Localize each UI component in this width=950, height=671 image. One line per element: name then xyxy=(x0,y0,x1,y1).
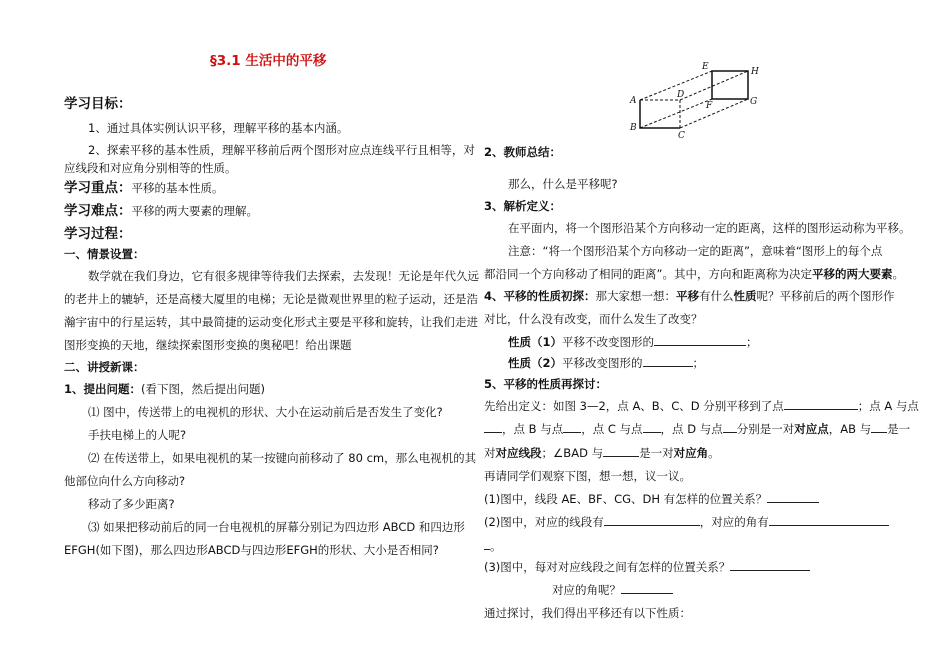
property-explore-heading: 4、平移的性质初探： xyxy=(484,289,596,303)
p5-l2-b: ，点 C 与点 xyxy=(581,422,643,436)
corresponding-segments: 对应线段 xyxy=(495,446,542,460)
intro-line-1: 数学就在我们身边，它有很多规律等待我们去探索，去发现！无论是年代久远 xyxy=(88,269,479,283)
teacher-summary-text: 那么，什么是平移呢? xyxy=(508,177,618,191)
corresponding-points: 对应点 xyxy=(794,422,829,436)
property-further-heading: 5、平移的性质再探讨： xyxy=(484,377,608,391)
p5-l2-d: 分别是一对 xyxy=(736,422,795,436)
key-point-text: 平移的基本性质。 xyxy=(131,181,224,195)
section-1-heading: 一、情景设置： xyxy=(64,247,145,261)
observe-q2-line-2 xyxy=(484,538,502,554)
p5-blank-5[interactable] xyxy=(723,421,737,433)
goal-1: 1、通过具体实例认识平移，理解平移的基本内涵。 xyxy=(88,121,349,135)
label-c: C xyxy=(678,131,685,140)
note-line-1: 注意：“将一个图形沿某个方向移动一定的距离”，意味着“图形上的每个点 xyxy=(508,244,883,258)
p4-bold-1: 平移 xyxy=(676,289,700,303)
p5-blank-4[interactable] xyxy=(643,421,661,433)
observe-q2-blank-1[interactable] xyxy=(604,514,700,526)
question-2-line-2: 他部位向什么方向移动? xyxy=(64,474,186,488)
p5-blank-3[interactable] xyxy=(563,421,581,433)
conclusion-text: 通过探讨，我们得出平移还有以下性质： xyxy=(484,606,691,620)
two-elements: 平移的两大要素 xyxy=(811,267,893,281)
p5-l3-b: ；∠BAD 与 xyxy=(541,446,604,460)
label-h: H xyxy=(751,67,759,77)
p4-bold-2: 性质 xyxy=(733,289,757,303)
key-point xyxy=(64,180,224,196)
intro-line-2: 的老井上的辘轳，还是高楼大厦里的电梯；无论是微观世界里的粒子运动，还是浩 xyxy=(64,292,478,306)
observe-q3-text: (3)图中，每对对应线段之间有怎样的位置关系？ xyxy=(484,560,731,574)
teacher-summary-heading: 2、教师总结： xyxy=(484,145,562,159)
p4-text-3: 呢？平移前后的两个图形作 xyxy=(756,289,895,303)
note-end: 。 xyxy=(892,267,904,281)
label-e: E xyxy=(702,62,709,72)
segment-bf xyxy=(640,99,712,128)
section-2-heading: 二、讲授新课： xyxy=(64,360,145,374)
p5-blank-1[interactable] xyxy=(784,398,858,410)
observe-q2-text-b: ，对应的角有 xyxy=(699,515,769,529)
property-1-label: 性质（1） xyxy=(508,335,563,349)
goals-heading: 学习目标： xyxy=(64,96,132,112)
question-2-line-3: 移动了多少距离? xyxy=(88,497,175,511)
p5-l2-e: ，AB 与 xyxy=(828,422,872,436)
question-3-line-2: EFGH(如下图)，那么四边形ABCD与四边形EFGH的形状、大小是否相同? xyxy=(64,543,439,557)
label-f: F xyxy=(706,101,713,111)
segment-ae xyxy=(640,71,712,100)
note-text: 都沿同一个方向移动了相同的距离”。其中，方向和距离称为决定 xyxy=(484,267,812,281)
corresponding-angles: 对应角 xyxy=(673,446,709,460)
observe-q3 xyxy=(484,559,810,575)
difficulty-label: 学习难点： xyxy=(64,203,132,219)
question-1b: 手扶电梯上的人呢? xyxy=(88,428,187,442)
observe-q2 xyxy=(484,514,889,530)
translation-figure xyxy=(620,60,770,140)
process-heading: 学习过程： xyxy=(64,226,132,242)
label-d: D xyxy=(677,90,685,100)
p4-text-1: 那大家想一想： xyxy=(595,289,677,303)
question-heading xyxy=(64,381,265,397)
property-2 xyxy=(508,355,704,371)
observe-text: 再请同学们观察下图，想一想，议一议。 xyxy=(484,469,691,483)
observe-q2-blank-2[interactable] xyxy=(769,514,889,526)
observe-q3-blank[interactable] xyxy=(730,559,810,571)
question-1: ⑴ 图中，传送带上的电视机的形状、大小在运动前后是否发生了变化? xyxy=(88,405,443,419)
p5-l1-text-a: 先给出定义：如图 3—2，点 A、B、C、D 分别平移到了点 xyxy=(484,399,784,413)
property-2-blank[interactable] xyxy=(643,355,693,367)
observe-q1 xyxy=(484,491,819,507)
segment-cg xyxy=(680,99,748,128)
property-1-text: 平移不改变图形的 xyxy=(562,335,655,349)
p5-l3-c: 是一对 xyxy=(639,446,674,460)
observe-q3b-blank[interactable] xyxy=(621,582,673,594)
p5-blank-6[interactable] xyxy=(871,421,887,433)
label-a: A xyxy=(630,96,637,106)
p5-blank-7[interactable] xyxy=(603,445,639,457)
observe-q2-text-a: (2)图中，对应的线段有 xyxy=(484,515,604,529)
p5-l2-c: ，点 D 与点 xyxy=(660,422,723,436)
p5-l3-a: 对 xyxy=(484,446,496,460)
note-line-2 xyxy=(484,266,904,282)
property-explore-line-2: 对比，什么没有改变，而什么发生了改变？ xyxy=(484,312,703,326)
question-label: 1、提出问题： xyxy=(64,382,142,396)
observe-q3b-text: 对应的角呢？ xyxy=(552,583,621,597)
p5-line-2 xyxy=(484,421,910,437)
property-explore-line-1 xyxy=(484,288,895,304)
p5-line-1 xyxy=(484,398,919,414)
label-b: B xyxy=(630,123,637,133)
goal-2-line-2: 应线段和对应角分别相等的性质。 xyxy=(64,161,237,175)
property-2-label: 性质（2） xyxy=(508,356,563,370)
page-title: §3.1 生活中的平移 xyxy=(210,53,327,69)
rect-efgh xyxy=(712,71,748,99)
property-1-blank[interactable] xyxy=(654,334,746,346)
property-1-end: ； xyxy=(746,335,758,349)
question-2-line-1: ⑵ 在传送带上，如果电视机的某一按键向前移动了 80 cm，那么电视机的其 xyxy=(88,451,477,465)
definition-heading: 3、解析定义： xyxy=(484,199,562,213)
p5-l1-text-b: ；点 A 与点 xyxy=(857,399,919,413)
observe-q3b xyxy=(552,582,673,598)
p5-l2-f: 是一 xyxy=(887,422,911,436)
key-point-label: 学习重点： xyxy=(64,180,132,196)
p5-l2-a: ，点 B 与点 xyxy=(502,422,564,436)
question-3-line-1: ⑶ 如果把移动前后的同一台电视机的屏幕分别记为四边形 ABCD 和四边形 xyxy=(88,520,465,534)
p5-line-3 xyxy=(484,445,720,461)
property-2-end: ； xyxy=(692,356,705,370)
intro-line-3: 瀚宇宙中的行星运转，其中最简捷的运动变化形式主要是平移和旋转，让我们走进 xyxy=(64,315,478,329)
property-1 xyxy=(508,334,758,350)
property-2-text: 平移改变图形的 xyxy=(562,356,643,370)
difficulty-text: 平移的两大要素的理解。 xyxy=(131,204,258,218)
observe-q1-text: (1)图中，线段 AE、BF、CG、DH 有怎样的位置关系？ xyxy=(484,492,768,506)
p5-blank-2[interactable] xyxy=(484,421,502,433)
p5-l3-d: 。 xyxy=(708,446,720,460)
observe-q1-blank[interactable] xyxy=(767,491,819,503)
goal-2-line-1: 2、探索平移的基本性质，理解平移前后两个图形对应点连线平行且相等，对 xyxy=(88,143,475,157)
label-g: G xyxy=(750,97,758,107)
question-note: (看下图，然后提出问题) xyxy=(141,382,265,396)
segment-dh xyxy=(680,71,748,100)
definition-text: 在平面内，将一个图形沿某个方向移动一定的距离，这样的图形运动称为平移。 xyxy=(508,221,911,235)
observe-q2-end: 。 xyxy=(490,539,502,553)
p4-text-2: 有什么 xyxy=(699,289,734,303)
difficulty xyxy=(64,203,258,219)
intro-line-4: 图形变换的天地，继续探索图形变换的奥秘吧！给出课题 xyxy=(64,338,352,352)
